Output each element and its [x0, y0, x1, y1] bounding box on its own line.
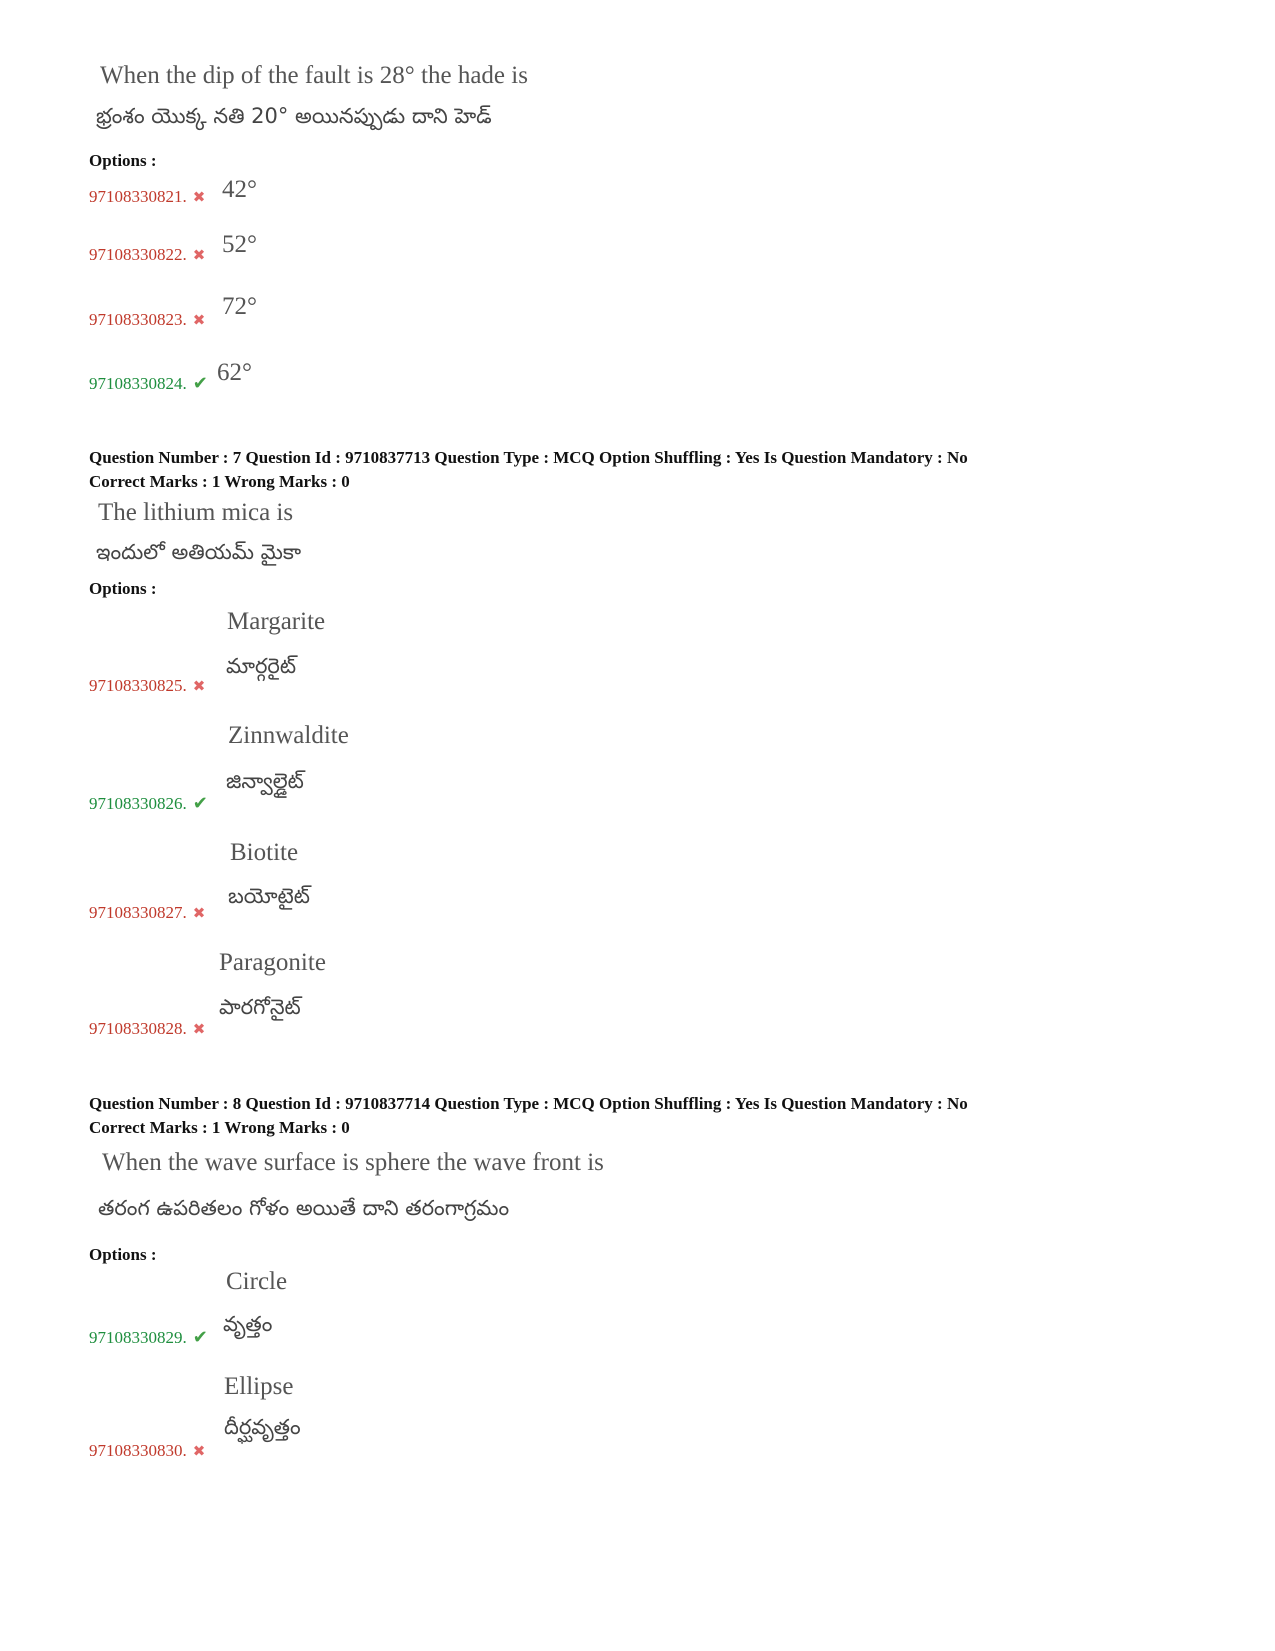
option-text-en: Paragonite: [219, 949, 326, 976]
question-8-marks: Correct Marks : 1 Wrong Marks : 0: [89, 1118, 350, 1137]
option-text-te: జిన్వాల్డైట్: [226, 769, 304, 793]
wrong-icon: ✖: [192, 679, 206, 695]
question-7-text-te: ఇందులో అతియమ్ మైకా: [96, 540, 302, 564]
question-8-text-te: తరంగ ఉపరితలం గోళం అయితే దాని తరంగాగ్రమం: [98, 1196, 510, 1220]
option-id: 97108330825. ✖: [89, 676, 206, 695]
option-text-en: Circle: [226, 1268, 288, 1295]
question-8-meta: Question Number : 8 Question Id : 9710837714 Question Type : MCQ Option Shuffling : Yes Is Question Mandatory : No: [89, 1094, 968, 1113]
question-8-text-en: When the wave surface is sphere the wave front is: [102, 1149, 604, 1176]
option-text-te: బయోటైట్: [228, 884, 310, 908]
option-text-te: వృత్తం: [223, 1312, 273, 1336]
check-icon: ✔: [192, 793, 208, 813]
option-text-te: దీర్ఘవృత్తం: [224, 1415, 301, 1439]
question-7-marks: Correct Marks : 1 Wrong Marks : 0: [89, 472, 350, 491]
question-6-text-en: When the dip of the fault is 28° the hade is: [100, 62, 528, 89]
option-id: 97108330826. ✔: [89, 793, 208, 813]
wrong-icon: ✖: [192, 190, 206, 206]
option-id: 97108330829. ✔: [89, 1327, 208, 1347]
option-id: 97108330823. ✖: [89, 310, 206, 329]
option-text-te: పారగోనైట్: [219, 995, 301, 1019]
option-text-en: 42°: [222, 176, 257, 203]
option-id: 97108330827. ✖: [89, 903, 206, 922]
options-label: Options :: [89, 1245, 157, 1264]
option-id: 97108330830. ✖: [89, 1441, 206, 1460]
wrong-icon: ✖: [192, 1444, 206, 1460]
check-icon: ✔: [192, 373, 208, 393]
option-id: 97108330824. ✔: [89, 373, 208, 393]
option-text-en: Ellipse: [224, 1373, 294, 1400]
wrong-icon: ✖: [192, 248, 206, 264]
option-id: 97108330821. ✖: [89, 187, 206, 206]
option-text-en: 52°: [222, 231, 257, 258]
option-text-en: Zinnwaldite: [228, 722, 349, 749]
option-text-en: 62°: [217, 359, 252, 386]
option-text-te: మార్గరైట్: [226, 654, 297, 678]
option-id: 97108330822. ✖: [89, 245, 206, 264]
wrong-icon: ✖: [192, 1022, 206, 1038]
question-7-text-en: The lithium mica is: [98, 499, 294, 526]
options-label: Options :: [89, 151, 157, 170]
option-text-en: Biotite: [230, 839, 299, 866]
option-text-en: Margarite: [227, 608, 326, 635]
options-label: Options :: [89, 579, 157, 598]
question-6-text-te: భ్రంశం యొక్క నతి 20° అయినప్పుడు దాని హెడ్: [96, 104, 492, 128]
question-7-meta: Question Number : 7 Question Id : 9710837713 Question Type : MCQ Option Shuffling : Yes Is Question Mandatory : No: [89, 448, 968, 467]
option-id: 97108330828. ✖: [89, 1019, 206, 1038]
wrong-icon: ✖: [192, 313, 206, 329]
wrong-icon: ✖: [192, 906, 206, 922]
option-text-en: 72°: [222, 293, 257, 320]
check-icon: ✔: [192, 1327, 208, 1347]
